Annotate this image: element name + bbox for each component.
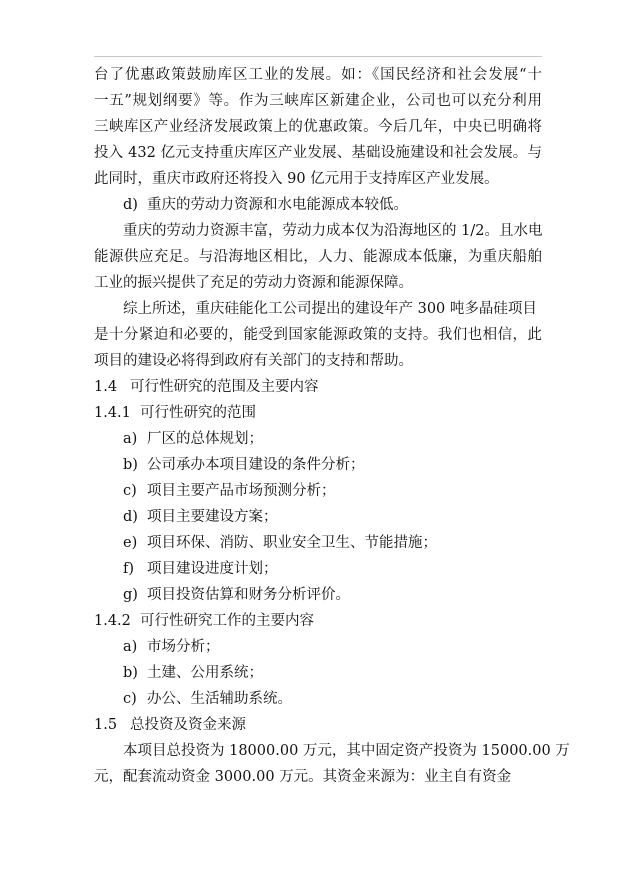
list-item-text: 项目投资估算和财务分析评价。 xyxy=(147,587,350,603)
list-marker: b) xyxy=(123,665,138,681)
list-item-text: 办公、生活辅助系统。 xyxy=(147,691,292,707)
text-line: 是十分紧迫和必要的，能受到国家能源政策的支持。我们也相信，此 xyxy=(94,327,542,343)
text-line: 元，配套流动资金 3000.00 万元。其资金来源为：业主自有资金 xyxy=(94,769,512,785)
section-heading-1-5 xyxy=(94,712,554,738)
section-number: 1.4 xyxy=(94,379,118,395)
text-line: 三峡库区产业经济发展政策上的优惠政策。今后几年，中央已明确将 xyxy=(94,119,542,135)
list-item xyxy=(94,686,554,712)
section-heading-1-4-1 xyxy=(94,400,554,426)
section-heading-1-4-2 xyxy=(94,608,554,634)
text-line: 本项目总投资为 18000.00 万元，其中固定资产投资为 15000.00 万 xyxy=(123,743,570,759)
section-title: 可行性研究工作的主要内容 xyxy=(140,613,314,629)
list-item xyxy=(94,582,554,608)
text-line: 重庆的劳动力资源丰富，劳动力成本仅为沿海地区的 1/2。且水电 xyxy=(123,223,543,239)
list-item xyxy=(94,478,554,504)
text-line: 台了优惠政策鼓励库区工业的发展。如：《国民经济和社会发展“十 xyxy=(94,67,542,83)
list-item xyxy=(94,556,554,582)
text-line: 项目的建设必将得到政府有关部门的支持和帮助。 xyxy=(94,353,413,369)
list-item-text: 市场分析； xyxy=(147,639,220,655)
list-item-text: 项目建设进度计划； xyxy=(147,561,278,577)
section-title: 可行性研究的范围及主要内容 xyxy=(130,379,319,395)
list-item-text: 厂区的总体规划； xyxy=(147,431,263,447)
section-heading-1-4 xyxy=(94,374,554,400)
text-line: 工业的振兴提供了充足的劳动力资源和能源保障。 xyxy=(94,275,413,291)
list-item xyxy=(94,660,554,686)
section-number: 1.4.1 xyxy=(94,405,131,421)
list-item-text: 项目主要产品市场预测分析； xyxy=(147,483,336,499)
list-item xyxy=(94,426,554,452)
text-line: 能源供应充足。与沿海地区相比，人力、能源成本低廉，为重庆船舶 xyxy=(94,249,542,265)
list-marker: d) xyxy=(123,197,138,213)
list-marker: a) xyxy=(123,639,138,655)
list-marker: a) xyxy=(123,431,138,447)
list-marker: c) xyxy=(123,483,137,499)
text-line: 综上所述，重庆硅能化工公司提出的建设年产 300 吨多晶硅项目 xyxy=(123,301,537,317)
document-page xyxy=(94,62,570,790)
list-marker: e) xyxy=(123,535,138,551)
list-item xyxy=(94,634,554,660)
text-line: 一五”规划纲要》等。作为三峡库区新建企业，公司也可以充分利用 xyxy=(94,93,542,109)
section-number: 1.5 xyxy=(94,717,118,733)
list-item xyxy=(94,530,554,556)
list-item xyxy=(94,452,554,478)
list-marker: c) xyxy=(123,691,137,707)
list-marker: f) xyxy=(123,561,135,577)
section-number: 1.4.2 xyxy=(94,613,131,629)
section-title: 总投资及资金来源 xyxy=(130,717,246,733)
list-item-text: 重庆的劳动力资源和水电能源成本较低。 xyxy=(147,197,408,213)
list-item xyxy=(94,192,554,218)
section-title: 可行性研究的范围 xyxy=(140,405,256,421)
list-item-text: 项目环保、消防、职业安全卫生、节能措施； xyxy=(147,535,437,551)
header-rule xyxy=(94,56,542,57)
list-item-text: 项目主要建设方案； xyxy=(147,509,278,525)
list-marker: g) xyxy=(123,587,138,603)
list-marker: d) xyxy=(123,509,138,525)
text-line: 投入 432 亿元支持重庆库区产业发展、基础设施建设和社会发展。与 xyxy=(94,145,542,161)
list-item xyxy=(94,504,554,530)
text-line: 此同时，重庆市政府还将投入 90 亿元用于支持库区产业发展。 xyxy=(94,171,499,187)
list-item-text: 土建、公用系统； xyxy=(147,665,263,681)
list-marker: b) xyxy=(123,457,138,473)
list-item-text: 公司承办本项目建设的条件分析； xyxy=(147,457,365,473)
